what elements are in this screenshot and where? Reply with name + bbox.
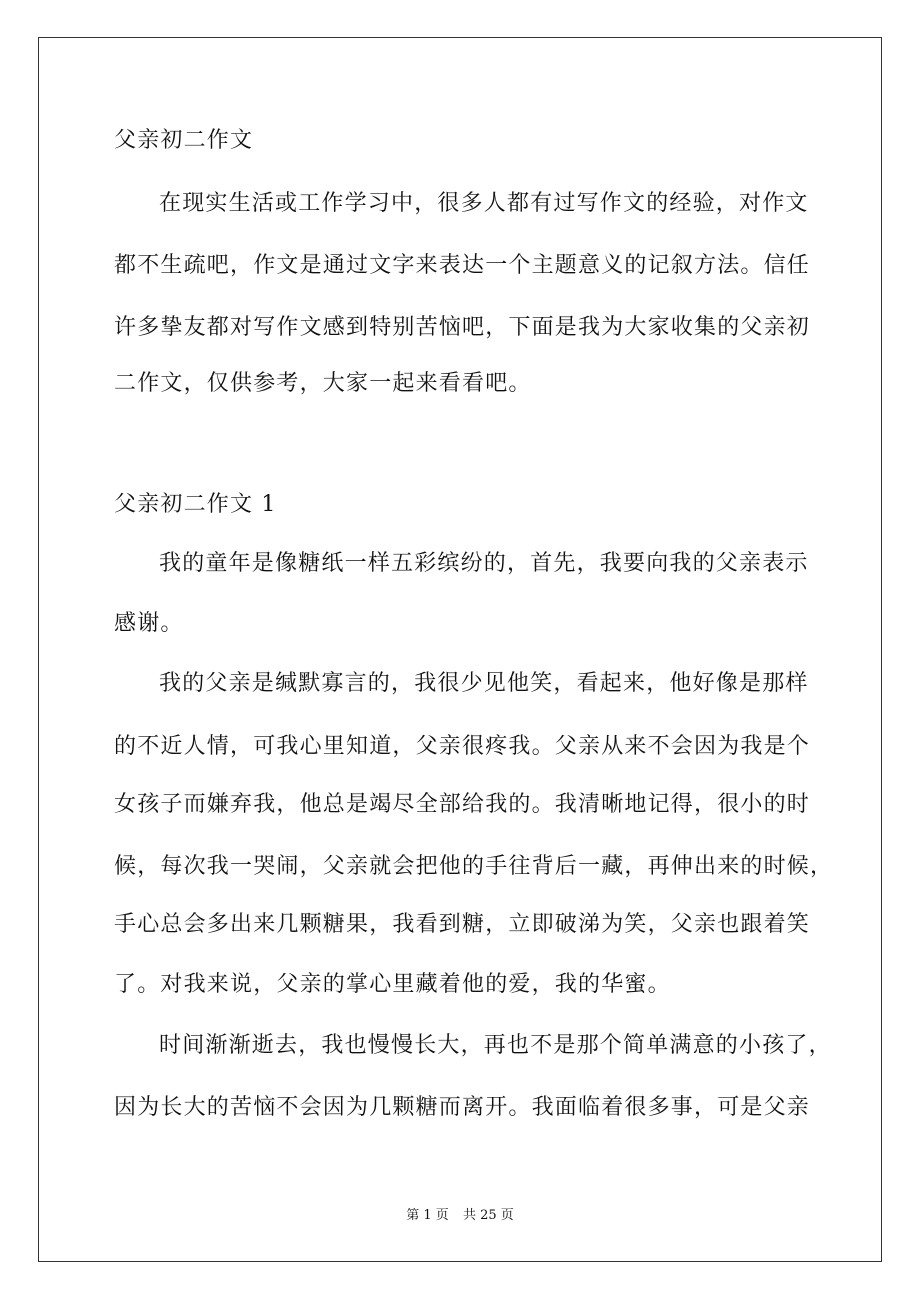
- page-total: 共 25 页: [462, 1208, 514, 1223]
- body-line: 感谢。: [114, 611, 184, 636]
- body-line: 时间渐渐逝去，我也慢慢长大，再也不是那个简单满意的小孩了，: [159, 1033, 832, 1058]
- body-line: 的不近人情，可我心里知道，父亲很疼我。父亲从来不会因为我是个: [114, 734, 811, 759]
- intro-line: 二作文，仅供参考，大家一起来看看吧。: [114, 371, 532, 396]
- intro-line: 在现实生活或工作学习中，很多人都有过写作文的经验，对作文: [159, 191, 809, 216]
- body-line: 女孩子而嫌弃我，他总是竭尽全部给我的。我清晰地记得，很小的时: [114, 792, 811, 817]
- page-footer: [0, 1208, 920, 1224]
- body-line: 候，每次我一哭闹，父亲就会把他的手往背后一藏，再伸出来的时候，: [114, 854, 834, 879]
- body-line: 我的父亲是缄默寡言的，我很少见他笑，看起来，他好像是那样: [159, 671, 809, 696]
- body-line: 手心总会多出来几颗糖果，我看到糖，立即破涕为笑，父亲也跟着笑: [114, 912, 811, 937]
- intro-line: 都不生疏吧，作文是通过文字来表达一个主题意义的记叙方法。信任: [114, 253, 811, 278]
- body-line: 了。对我来说，父亲的掌心里藏着他的爱，我的华蜜。: [114, 972, 671, 997]
- document-title: 父亲初二作文: [114, 128, 254, 153]
- body-line: 因为长大的苦恼不会因为几颗糖而离开。我面临着很多事，可是父亲: [114, 1095, 811, 1120]
- body-line: 我的童年是像糖纸一样五彩缤纷的，首先，我要向我的父亲表示: [159, 551, 809, 576]
- section-title: 父亲初二作文 1: [114, 492, 277, 517]
- page-frame: [38, 37, 882, 1262]
- page-number: 第 1 页: [406, 1208, 449, 1223]
- intro-line: 许多挚友都对写作文感到特别苦恼吧，下面是我为大家收集的父亲初: [114, 315, 811, 340]
